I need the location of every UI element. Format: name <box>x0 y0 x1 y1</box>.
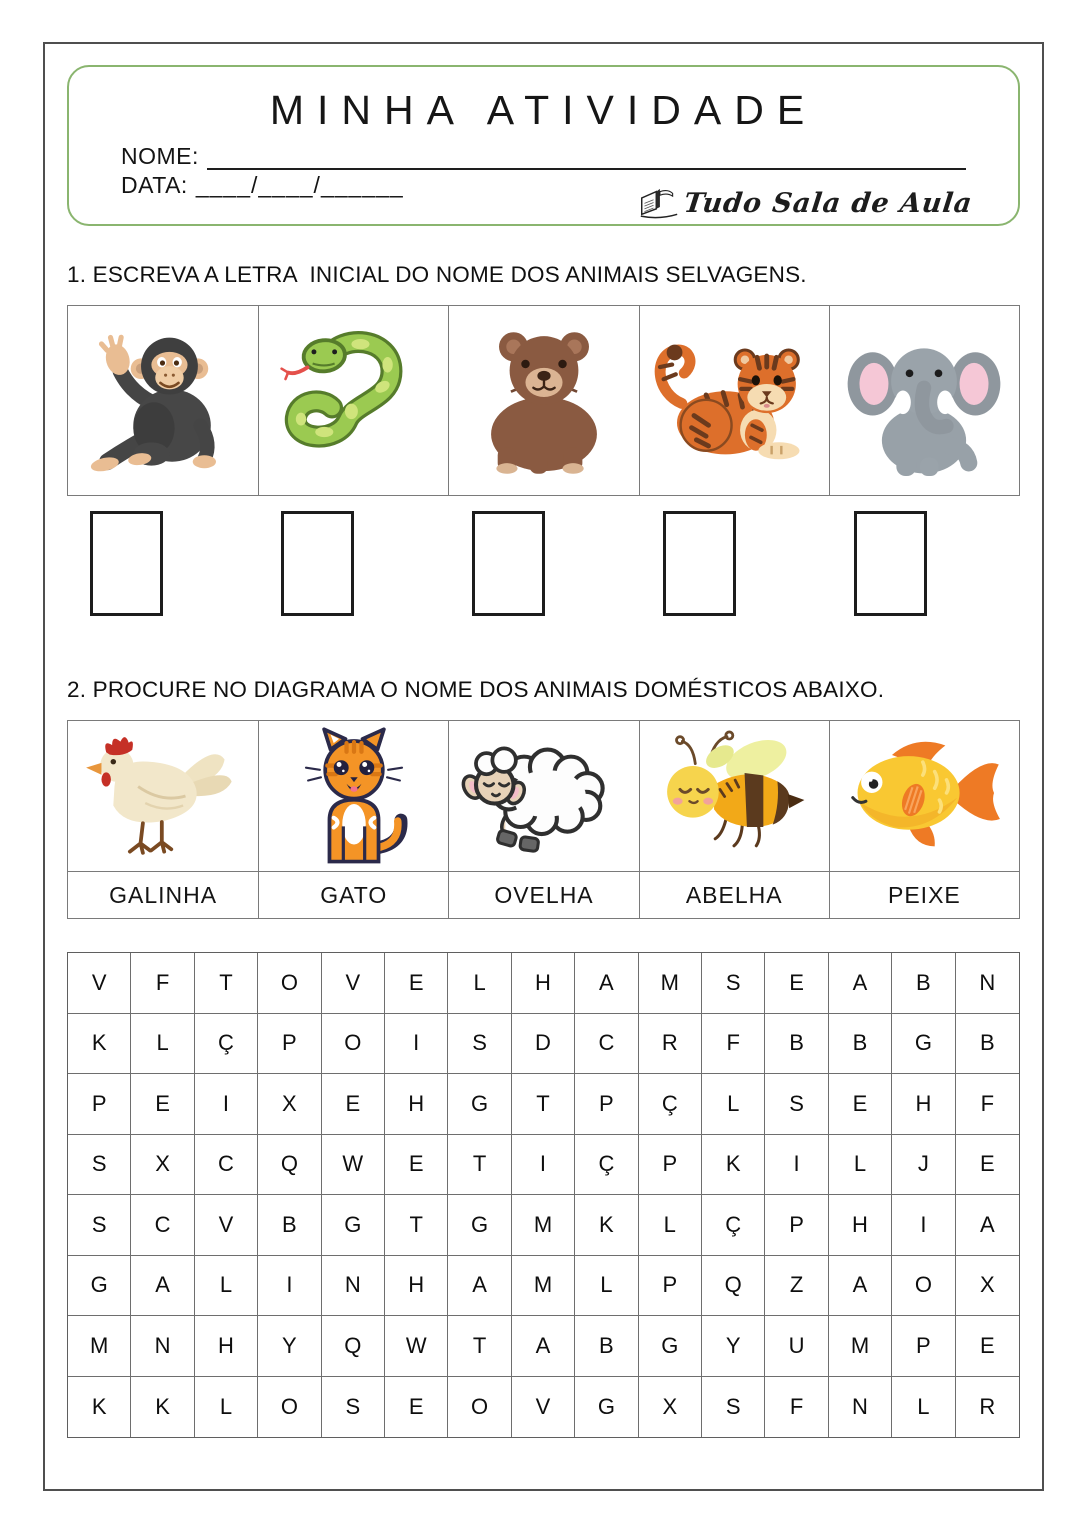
wordsearch-cell: J <box>892 1135 955 1196</box>
wordsearch-cell: X <box>639 1377 702 1438</box>
wordsearch-cell: K <box>68 1014 131 1075</box>
snake-cell <box>258 306 448 495</box>
animal-label: PEIXE <box>829 871 1019 918</box>
wordsearch-cell: D <box>512 1014 575 1075</box>
bee-image <box>646 726 822 867</box>
wordsearch-cell: T <box>448 1135 511 1196</box>
wordsearch-cell: O <box>448 1377 511 1438</box>
date-input-line[interactable]: ____/____/______ <box>195 172 404 198</box>
wordsearch-cell: L <box>702 1074 765 1135</box>
wordsearch-cell: G <box>448 1195 511 1256</box>
wordsearch-cell: E <box>385 953 448 1014</box>
wordsearch-cell: M <box>829 1316 892 1377</box>
wordsearch-cell: T <box>448 1316 511 1377</box>
wordsearch-cell: E <box>385 1135 448 1196</box>
answer-box[interactable] <box>663 511 736 616</box>
wordsearch-cell: I <box>258 1256 321 1317</box>
wordsearch-cell: L <box>892 1377 955 1438</box>
wordsearch-cell: E <box>385 1377 448 1438</box>
wordsearch-cell: Z <box>765 1256 828 1317</box>
cat-cell <box>258 721 448 871</box>
wordsearch-cell: R <box>979 1393 996 1419</box>
activity2-instruction: 2. PROCURE NO DIAGRAMA O NOME DOS ANIMAIS DOMÉSTICOS ABAIXO. <box>67 677 885 702</box>
wordsearch-cell: G <box>322 1195 385 1256</box>
page-title: MINHA ATIVIDADE <box>269 87 818 133</box>
wordsearch-cell: O <box>258 953 321 1014</box>
wordsearch-cell: G <box>68 1256 131 1317</box>
fish-cell <box>829 721 1019 871</box>
animal-label: GATO <box>258 871 448 918</box>
tiger-image <box>643 328 825 474</box>
wordsearch-cell: F <box>131 953 194 1014</box>
wordsearch-cell: F <box>702 1014 765 1075</box>
wordsearch-cell: V <box>195 1195 258 1256</box>
wordsearch-cell: N <box>829 1377 892 1438</box>
wordsearch-cell: I <box>512 1135 575 1196</box>
wordsearch-cell: W <box>385 1316 448 1377</box>
wordsearch-cell: S <box>68 1135 131 1196</box>
wordsearch-cell: N <box>131 1316 194 1377</box>
answer-box[interactable] <box>281 511 354 616</box>
wordsearch-cell: A <box>829 953 892 1014</box>
wordsearch-cell: N <box>322 1256 385 1317</box>
monkey-cell <box>68 306 258 495</box>
chicken-image <box>74 725 252 867</box>
wordsearch-cell: T <box>195 953 258 1014</box>
wordsearch-cell: M <box>512 1195 575 1256</box>
wordsearch-cell: P <box>575 1074 638 1135</box>
wordsearch-cell: A <box>512 1316 575 1377</box>
name-input-line[interactable] <box>207 144 966 170</box>
answer-box[interactable] <box>854 511 927 616</box>
wordsearch-cell: Ç <box>195 1014 258 1075</box>
wordsearch-cell: K <box>68 1377 131 1438</box>
animal-label: OVELHA <box>448 871 638 918</box>
wordsearch-cell: X <box>956 1256 1019 1317</box>
open-book-icon <box>639 186 679 219</box>
wordsearch-cell: N <box>956 953 1019 1014</box>
wordsearch-cell: K <box>702 1135 765 1196</box>
wordsearch-cell: S <box>68 1195 131 1256</box>
wordsearch-cell: F <box>765 1377 828 1438</box>
wordsearch-cell: P <box>765 1195 828 1256</box>
wordsearch-cell: B <box>765 1014 828 1075</box>
bear-cell <box>448 306 638 495</box>
wordsearch-cell: B <box>829 1014 892 1075</box>
wordsearch-cell: E <box>322 1074 385 1135</box>
wordsearch-cell: P <box>68 1074 131 1135</box>
wordsearch-cell: S <box>322 1377 385 1438</box>
wordsearch-cell: A <box>575 953 638 1014</box>
wordsearch-cell: F <box>956 1074 1019 1135</box>
wordsearch-cell: E <box>829 1074 892 1135</box>
wordsearch-cell: Y <box>258 1316 321 1377</box>
wordsearch-cell: B <box>956 1014 1019 1075</box>
wordsearch-grid <box>67 952 1020 1438</box>
elephant-cell <box>829 306 1019 495</box>
worksheet-page <box>43 42 1044 1491</box>
wordsearch-cell: S <box>702 1377 765 1438</box>
wordsearch-cell: E <box>956 1316 1019 1377</box>
wordsearch-cell: A <box>131 1256 194 1317</box>
wordsearch-cell: B <box>892 953 955 1014</box>
wordsearch-cell: M <box>68 1316 131 1377</box>
wordsearch-cell: Ç <box>639 1074 702 1135</box>
wordsearch-cell: H <box>892 1074 955 1135</box>
wordsearch-cell: E <box>131 1074 194 1135</box>
wordsearch-cell: Y <box>702 1316 765 1377</box>
animal-label: ABELHA <box>639 871 829 918</box>
wordsearch-cell: M <box>512 1256 575 1317</box>
chicken-cell <box>68 721 258 871</box>
wordsearch-cell: H <box>829 1195 892 1256</box>
wordsearch-cell: G <box>639 1316 702 1377</box>
wordsearch-cell: Q <box>702 1256 765 1317</box>
wordsearch-cell: L <box>448 953 511 1014</box>
wordsearch-cell: M <box>639 953 702 1014</box>
wordsearch-cell: L <box>195 1256 258 1317</box>
wordsearch-cell: H <box>195 1316 258 1377</box>
answer-box[interactable] <box>472 511 545 616</box>
wordsearch-cell: W <box>322 1135 385 1196</box>
wordsearch-cell: L <box>131 1014 194 1075</box>
sheep-cell <box>448 721 638 871</box>
answer-box[interactable] <box>90 511 163 616</box>
wordsearch-cell: L <box>829 1135 892 1196</box>
wordsearch-cell: C <box>131 1195 194 1256</box>
wordsearch-cell: O <box>322 1014 385 1075</box>
wordsearch-cell: P <box>258 1014 321 1075</box>
wordsearch-cell: Ç <box>702 1195 765 1256</box>
wordsearch-cell: C <box>575 1014 638 1075</box>
domestic-animals-table <box>67 720 1020 919</box>
wordsearch-cell: K <box>131 1377 194 1438</box>
wordsearch-cell: K <box>575 1195 638 1256</box>
wordsearch-cell: T <box>512 1074 575 1135</box>
logo-text: Tudo Sala de Aula <box>681 188 974 219</box>
wordsearch-cell: I <box>765 1135 828 1196</box>
wordsearch-cell: X <box>131 1135 194 1196</box>
wordsearch-cell: R <box>639 1014 702 1075</box>
wordsearch-cell: P <box>892 1316 955 1377</box>
wordsearch-cell: O <box>892 1256 955 1317</box>
header-box <box>67 65 1020 226</box>
wordsearch-cell: L <box>639 1195 702 1256</box>
wordsearch-cell: V <box>512 1377 575 1438</box>
wordsearch-cell: G <box>448 1074 511 1135</box>
fish-image <box>835 731 1013 862</box>
wordsearch-cell: B <box>258 1195 321 1256</box>
wordsearch-cell: P <box>639 1256 702 1317</box>
elephant-image <box>838 322 1010 480</box>
wordsearch-cell: P <box>639 1135 702 1196</box>
wordsearch-cell: B <box>575 1316 638 1377</box>
wordsearch-cell: V <box>68 953 131 1014</box>
wordsearch-cell: V <box>322 953 385 1014</box>
bee-cell <box>639 721 829 871</box>
wordsearch-cell: U <box>765 1316 828 1377</box>
wordsearch-cell: S <box>448 1014 511 1075</box>
wild-animals-table <box>67 305 1020 496</box>
bear-image <box>458 315 630 487</box>
date-label: DATA: <box>121 172 188 198</box>
wordsearch-cell: O <box>258 1377 321 1438</box>
cat-image <box>290 726 418 867</box>
wordsearch-cell: H <box>385 1074 448 1135</box>
activity1-instruction: 1. ESCREVA A LETRA INICIAL DO NOME DOS ANIMAIS SELVAGENS. <box>67 262 807 287</box>
wordsearch-cell: Q <box>258 1135 321 1196</box>
monkey-image <box>79 317 247 485</box>
wordsearch-cell: I <box>195 1074 258 1135</box>
name-label: NOME: <box>121 143 199 169</box>
answer-box-row <box>67 511 1020 618</box>
wordsearch-cell: L <box>195 1377 258 1438</box>
wordsearch-cell: X <box>258 1074 321 1135</box>
wordsearch-cell: G <box>575 1377 638 1438</box>
wordsearch-cell: E <box>956 1135 1019 1196</box>
wordsearch-cell: E <box>765 953 828 1014</box>
wordsearch-cell: Q <box>322 1316 385 1377</box>
wordsearch-cell: S <box>765 1074 828 1135</box>
wordsearch-cell: I <box>892 1195 955 1256</box>
wordsearch-cell: G <box>892 1014 955 1075</box>
wordsearch-cell: H <box>385 1256 448 1317</box>
wordsearch-cell: L <box>575 1256 638 1317</box>
wordsearch-cell: Ç <box>575 1135 638 1196</box>
tiger-cell <box>639 306 829 495</box>
wordsearch-cell: T <box>385 1195 448 1256</box>
wordsearch-cell: A <box>448 1256 511 1317</box>
wordsearch-cell: S <box>702 953 765 1014</box>
animal-label: GALINHA <box>68 871 258 918</box>
sheep-image <box>456 732 632 861</box>
wordsearch-cell: C <box>195 1135 258 1196</box>
wordsearch-cell: H <box>512 953 575 1014</box>
wordsearch-cell: A <box>956 1195 1019 1256</box>
wordsearch-cell: I <box>385 1014 448 1075</box>
snake-image <box>270 317 438 485</box>
logo <box>639 186 972 219</box>
wordsearch-cell: A <box>829 1256 892 1317</box>
